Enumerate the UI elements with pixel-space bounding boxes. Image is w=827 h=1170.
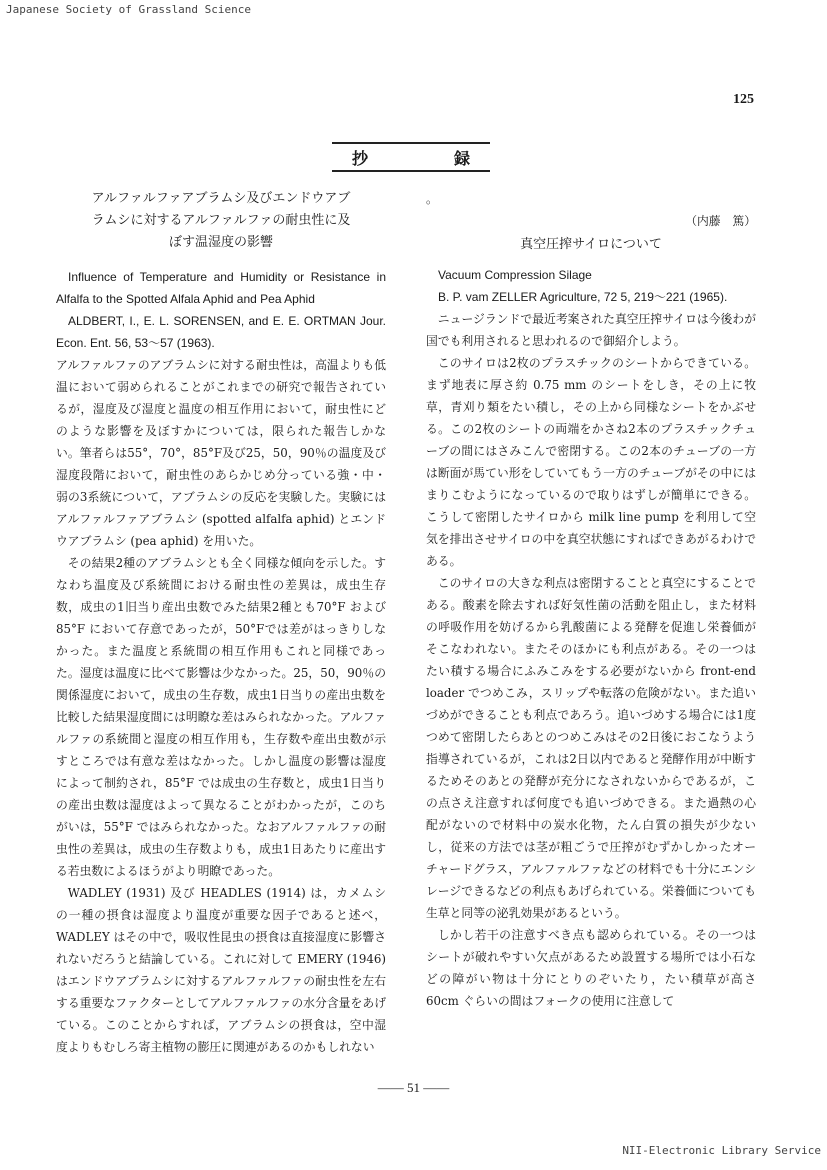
article2-para2: このサイロは2枚のプラスチックのシートからできている。まず地表に厚さ約 0.75 mm のシートをしき，その上に牧草，青刈り類をたい積し，その上から同様なシートをかぶせる。この2枚のシートの両端をかさね2本のプラスチックチューブの間にはさみこんで密閉する。この2本のチューブの一方は断面が馬てい形をしていてもう一方のチューブがその中にはまりこむようになっているので取りはずしが簡単にできる。こうして密閉したサイロから milk line pump を利用して空気を排出させサイロの中を真空状態にすればできあがるわけである。 <box>426 356 756 568</box>
right-column <box>426 210 756 1012</box>
article2-en-title: Vacuum Compression Silage <box>438 268 592 282</box>
article2-para4: しかし若干の注意すべき点も認められている。その一つはシートが破れやすい欠点があるため設置する場所では小石などの障がい物は十分にとりのぞいたり，たい積草が高さ 60cm ぐらいの間はフォークの使用に注意して <box>426 928 756 1008</box>
article1-en-title: Influence of Temperature and Humidity or Resistance in Alfalfa to the Spotted Alfala Aphid and Pea Aphid <box>56 270 386 306</box>
article1-jp-title-line2: ラムシに対するアルファルファの耐虫性に及 <box>91 213 351 228</box>
article1-para3: WADLEY (1931) 及び HEADLES (1914) は，カメムシの一種の摂食は湿度より温度が重要な因子であると述べ，WADLEY はその中で，吸収性昆虫の摂食は直接湿度に影響されないだろうと結論している。これに対して EMERY (1946) はエンドウアブラムシに対するアルファルファの耐虫性を左右する重要なファクターとしてアルファルファの水分含量をあげている。このことからすれば，アブラムシの摂食は，空中湿度よりもむしろ寄主植物の膨圧に関連があるのかもしれない <box>56 886 386 1054</box>
article1-jp-title-line1: アルファルファアブラムシ及びエンドウアブ <box>91 191 351 206</box>
section-title-char-2: 録 <box>453 148 470 168</box>
page-number: 125 <box>733 92 754 107</box>
article2-jp-title: 真空圧搾サイロについて <box>520 237 662 252</box>
article1-reference: ALDBERT, I., E. L. SORENSEN, and E. E. ORTMAN Jour. Econ. Ent. 56, 53～57 (1963). <box>56 314 386 350</box>
nii-service-footer: NII-Electronic Library Service <box>622 1144 821 1157</box>
article1-para3-continued: 。 <box>426 192 438 206</box>
article1-jp-title-line3: ぼす温湿度の影響 <box>168 235 273 250</box>
page-footer-number: ―― 51 ―― <box>377 1080 450 1095</box>
section-title-char-1: 抄 <box>352 148 369 168</box>
article1-para2: その結果2種のアブラムシとも全く同様な傾向を示した。すなわち温度及び系統間における耐虫性の差異は，成虫生存数，成虫の1旧当り産出虫数でみた結果2種とも70°F および 85°F において存意であったが，50°Fでは差がはっきりしなかった。また温度と系統間の相互作用もこれと同様であった。湿度は温度に比べて影響は少なかった。25，50，90％の関係湿度において，成虫の生存数，成虫1日当りの産出虫数を比較した結果湿度間には明瞭な差はみられなかった。アルファルファの系統間と湿度の相互作用も，生存数や産出虫数が示すところでは有意な差はなかった。しかし温度の影響は湿度によって制約され，85°F では成虫の生存数と，成虫1日当りの産出虫数は湿度はよって異なることがわかったが，このちがいは，55°F ではみられなかった。なおアルファルファの耐虫性の差異は，成虫の生存数よりも，成虫1日あたりに産出する若虫数によるほうがより明瞭であった。 <box>56 556 386 878</box>
society-header: Japanese Society of Grassland Science <box>6 3 252 16</box>
left-overflow-continuation <box>426 188 756 210</box>
article2-para1: ニュージランドで最近考案された真空圧搾サイロは今後わが国でも利用されると思われるので御紹介しよう。 <box>426 312 756 348</box>
article2-reference: B. P. vam ZELLER Agriculture, 72 5, 219～221 (1965). <box>438 290 728 304</box>
article1-signature: （内藤 篤） <box>685 214 756 228</box>
section-title <box>332 142 490 172</box>
article1-jp-title <box>56 188 386 254</box>
article2-para3: このサイロの大きな利点は密閉することと真空にすることである。酸素を除去すれば好気性菌の活動を阻止し，また材料の呼吸作用を妨げるから乳酸菌による発酵を促進し栄養価がそこなわれない。またそのほかにも利点がある。その一つはたい積する場合にふみこみをする必要がないから front-end loader でつめこみ，スリップや転落の危険がない。また追いづめができることも利点であろう。追いづめする場合には1度つめて密閉したらあとのつめこみはその2日後におこなうよう指導されているが，これは2日以内であると発酵作用が中断するためそのあとの発酵が充分になされないからであるが，この点さえ注意すれば何度でも追いづめできる。また過熱の心配がないので材料中の炭水化物，たん白質の損失が少ないし，従来の方法では茎が粗ごうで圧搾がむずかしかったオーチャードグラス，アルファルファなどの材料でも十分にエンシレージできるなどの利点もあげられている。栄養価についても生草と同等の泌乳効果があるという。 <box>426 576 756 920</box>
left-column <box>56 188 386 1058</box>
article1-para1: アルファルファのアブラムシに対する耐虫性は，高温よりも低温において弱められることがこれまでの研究で報告されているが，湿度及び湿度と温度の相互作用において，耐虫性にどのような影響を及ぼすかについては，限られた報告しかない。筆者らは55°，70°，85°F及び25，50，90％の温度及び湿度段階において，耐虫性のあらかじめ分っている強・中・弱の3系統について，アブラムシの反応を実験した。実験にはアルファルファアブラムシ (spotted alfalfa aphid) とエンドウアブラムシ (pea aphid) を用いた。 <box>56 358 386 548</box>
